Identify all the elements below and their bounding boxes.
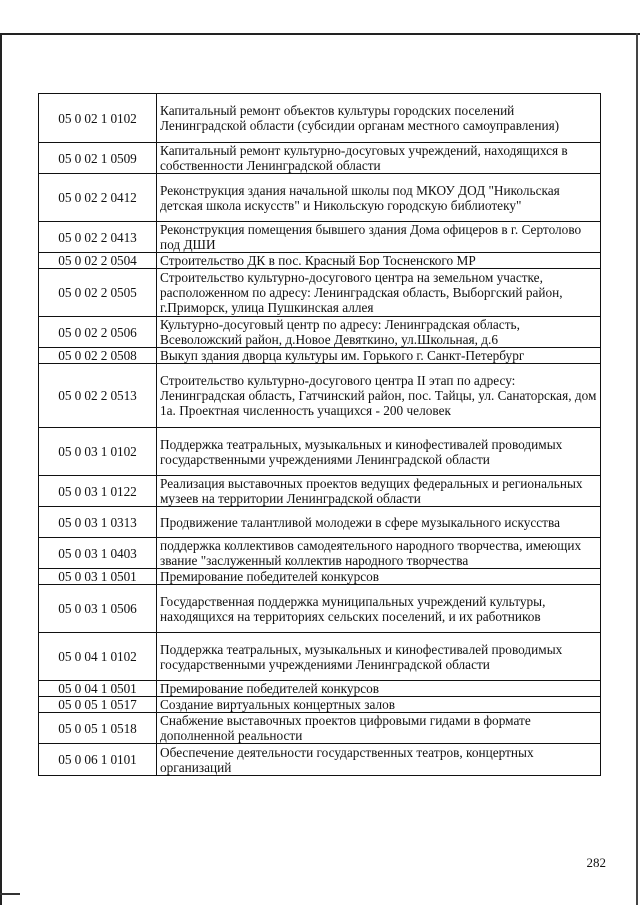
budget-code: 05 0 03 1 0506 bbox=[39, 585, 157, 633]
table-row bbox=[39, 317, 601, 348]
table-body bbox=[39, 94, 601, 776]
expense-description: Культурно-досуговый центр по адресу: Ленинградская область, Всеволожский район, д.Новое Девяткино, ул.Школьная, д.6 bbox=[157, 317, 601, 348]
expense-description: Капитальный ремонт культурно-досуговых учреждений, находящихся в собственности Ленинградской области bbox=[157, 143, 601, 174]
table-row bbox=[39, 633, 601, 681]
scan-border-top bbox=[0, 33, 640, 35]
expense-description: Премирование победителей конкурсов bbox=[157, 681, 601, 697]
table-row bbox=[39, 538, 601, 569]
expense-description: Создание виртуальных концертных залов bbox=[157, 697, 601, 713]
budget-code: 05 0 04 1 0102 bbox=[39, 633, 157, 681]
table-row bbox=[39, 585, 601, 633]
budget-code: 05 0 06 1 0101 bbox=[39, 744, 157, 776]
expense-description: Снабжение выставочных проектов цифровыми гидами в формате дополненной реальности bbox=[157, 713, 601, 744]
table-row bbox=[39, 253, 601, 269]
expense-description: Продвижение талантливой молодежи в сфере музыкального искусства bbox=[157, 507, 601, 538]
budget-code: 05 0 02 2 0504 bbox=[39, 253, 157, 269]
expense-description: Строительство культурно-досугового центра II этап по адресу: Ленинградская область, Гатчинский район, пос. Тайцы, ул. Санаторская, дом 1а. Проектная численность учащихся - 200 человек bbox=[157, 364, 601, 428]
table-row bbox=[39, 348, 601, 364]
budget-code: 05 0 04 1 0501 bbox=[39, 681, 157, 697]
budget-code: 05 0 05 1 0518 bbox=[39, 713, 157, 744]
budget-code: 05 0 02 2 0508 bbox=[39, 348, 157, 364]
budget-code: 05 0 03 1 0122 bbox=[39, 476, 157, 507]
table-row bbox=[39, 476, 601, 507]
budget-codes-table bbox=[38, 93, 601, 776]
table-row bbox=[39, 364, 601, 428]
expense-description: Строительство ДК в пос. Красный Бор Тосненского МР bbox=[157, 253, 601, 269]
table-row bbox=[39, 507, 601, 538]
expense-description: поддержка коллективов самодеятельного народного творчества, имеющих звание "заслуженный коллектив народного творчества bbox=[157, 538, 601, 569]
expense-description: Государственная поддержка муниципальных учреждений культуры, находящихся на территориях сельских поселений, и их работников bbox=[157, 585, 601, 633]
expense-description: Капитальный ремонт объектов культуры городских поселений Ленинградской области (субсидии органам местного самоуправления) bbox=[157, 94, 601, 143]
table-row bbox=[39, 94, 601, 143]
budget-code: 05 0 02 2 0413 bbox=[39, 222, 157, 253]
expense-description: Поддержка театральных, музыкальных и кинофестивалей проводимых государственными учреждениями Ленинградской области bbox=[157, 633, 601, 681]
budget-code: 05 0 02 2 0412 bbox=[39, 174, 157, 222]
scan-border-right bbox=[636, 33, 638, 905]
budget-code: 05 0 03 1 0313 bbox=[39, 507, 157, 538]
expense-description: Премирование победителей конкурсов bbox=[157, 569, 601, 585]
expense-description: Реализация выставочных проектов ведущих федеральных и региональных музеев на территории Ленинградской области bbox=[157, 476, 601, 507]
expense-description: Реконструкция здания начальной школы под МКОУ ДОД "Никольская детская школа искусств" и Никольскую городскую библиотеку" bbox=[157, 174, 601, 222]
table-row bbox=[39, 569, 601, 585]
budget-code: 05 0 03 1 0403 bbox=[39, 538, 157, 569]
table-row bbox=[39, 174, 601, 222]
expense-description: Строительство культурно-досугового центра на земельном участке, расположенном по адресу: Ленинградская область, Выборгский район, г.Приморск, улица Пушкинская аллея bbox=[157, 269, 601, 317]
table-row bbox=[39, 681, 601, 697]
expense-description: Поддержка театральных, музыкальных и кинофестивалей проводимых государственными учреждениями Ленинградской области bbox=[157, 428, 601, 476]
budget-code: 05 0 05 1 0517 bbox=[39, 697, 157, 713]
budget-code: 05 0 02 1 0102 bbox=[39, 94, 157, 143]
expense-description: Выкуп здания дворца культуры им. Горького г. Санкт-Петербург bbox=[157, 348, 601, 364]
budget-code: 05 0 02 1 0509 bbox=[39, 143, 157, 174]
budget-code: 05 0 03 1 0102 bbox=[39, 428, 157, 476]
budget-code: 05 0 03 1 0501 bbox=[39, 569, 157, 585]
budget-code: 05 0 02 2 0506 bbox=[39, 317, 157, 348]
table-row bbox=[39, 222, 601, 253]
expense-description: Реконструкция помещения бывшего здания Дома офицеров в г. Сертолово под ДШИ bbox=[157, 222, 601, 253]
table-row bbox=[39, 713, 601, 744]
table-row bbox=[39, 697, 601, 713]
table-row bbox=[39, 744, 601, 776]
budget-code: 05 0 02 2 0505 bbox=[39, 269, 157, 317]
page-number: 282 bbox=[586, 855, 606, 870]
expense-description: Обеспечение деятельности государственных театров, концертных организаций bbox=[157, 744, 601, 776]
table-row bbox=[39, 143, 601, 174]
scan-border-left bbox=[0, 33, 2, 905]
budget-code: 05 0 02 2 0513 bbox=[39, 364, 157, 428]
scan-border-bottom bbox=[0, 893, 20, 895]
table-row bbox=[39, 269, 601, 317]
table-row bbox=[39, 428, 601, 476]
